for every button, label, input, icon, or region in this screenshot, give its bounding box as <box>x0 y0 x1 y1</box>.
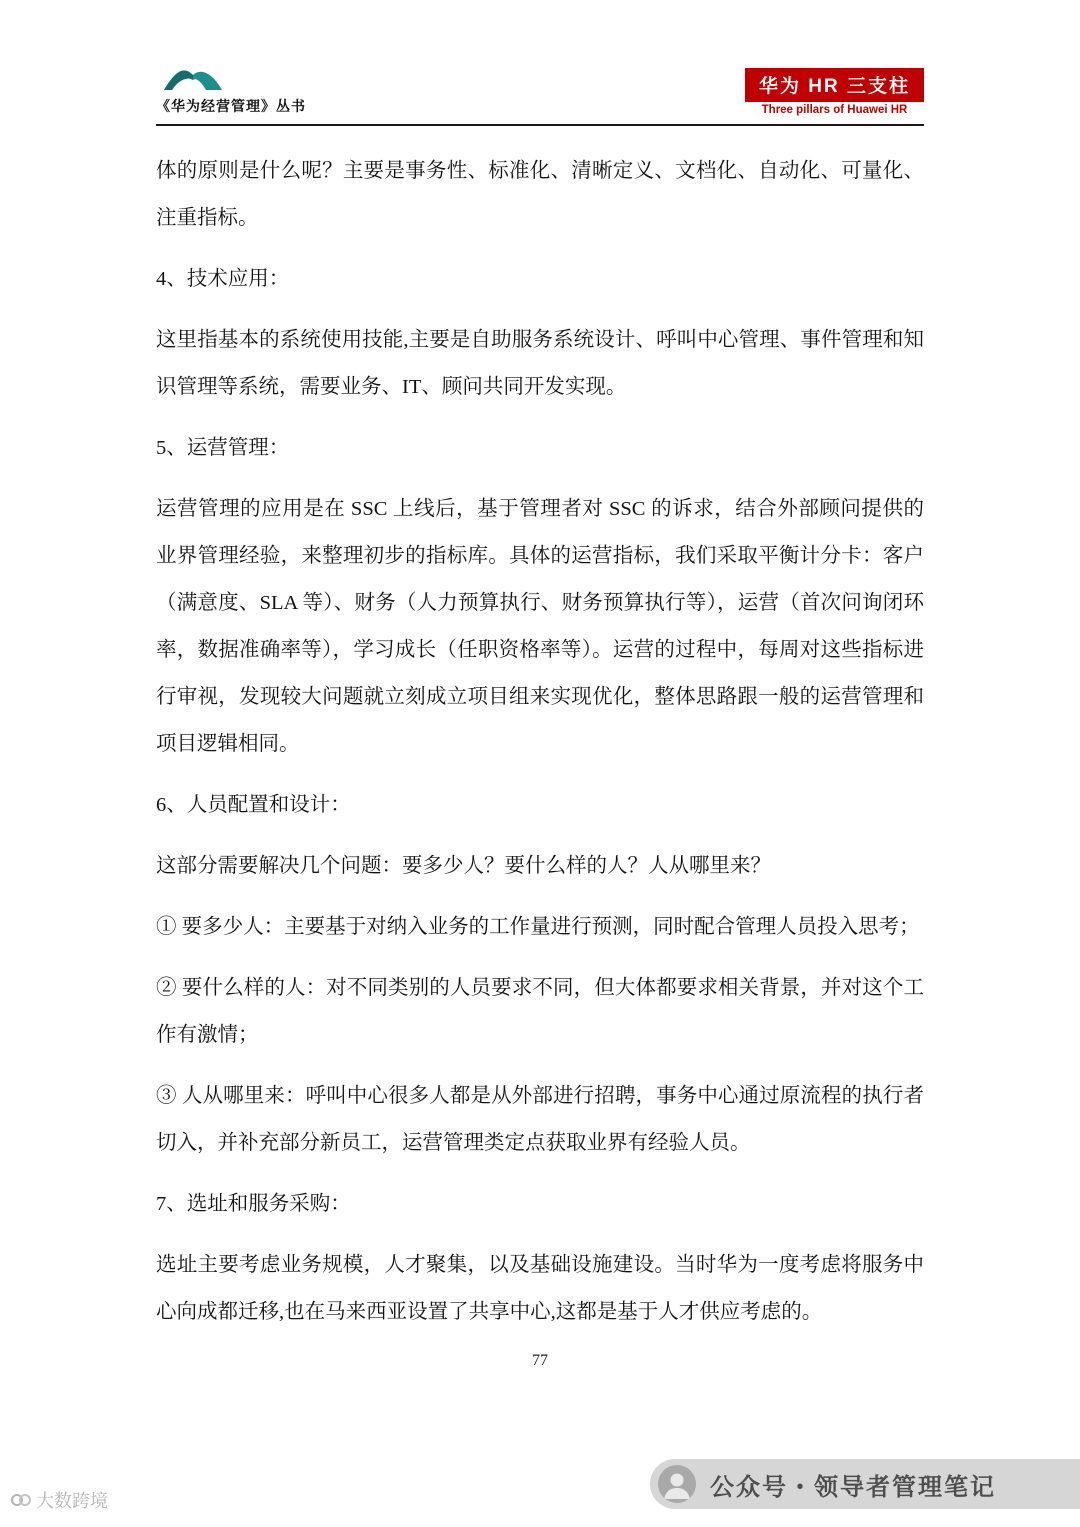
section-heading: 4、技术应用： <box>156 268 290 290</box>
content-column <box>156 0 924 1370</box>
paragraph: 运营管理的应用是在 SSC 上线后，基于管理者对 SSC 的诉求，结合外部顾问提供的业界管理经验，来整理初步的指标库。具体的运营指标，我们采取平衡计分卡：客户（满意度、SLA 等）、财务（人力预算执行、财务预算执行等），运营（首次问询闭环率，数据准确率等），学习成长（任职资格率等）。运营的过程中，每周对这些指标进行审视，发现较大问题就立刻成立项目组来实现优化，整体思路跟一般的运营管理和项目逻辑相同。 <box>156 498 924 755</box>
list-item: ① 要多少人：主要基于对纳入业务的工作量进行预测，同时配合管理人员投入思考； <box>156 916 920 938</box>
publisher-logo-icon <box>162 66 224 92</box>
hr-pillars-badge: 华为 HR 三支柱 <box>745 68 924 102</box>
section-heading: 7、选址和服务采购： <box>156 1193 351 1215</box>
header-badge-group <box>745 68 924 116</box>
section-heading: 5、运营管理： <box>156 437 290 459</box>
wechat-account-label: 公众号・领导者管理笔记 <box>710 1473 996 1501</box>
watermark-text: 大数跨境 <box>36 1491 108 1511</box>
watermark-logo-icon <box>10 1489 32 1511</box>
section-heading: 6、人员配置和设计： <box>156 794 351 816</box>
wechat-account-banner <box>650 1459 1080 1509</box>
watermark <box>10 1487 108 1513</box>
series-label: 《华为经营管理》丛书 <box>156 98 306 114</box>
paragraph: 体的原则是什么呢？主要是事务性、标准化、清晰定义、文档化、自动化、可量化、注重指标。 <box>156 160 924 229</box>
hr-pillars-badge-subtitle: Three pillars of Huawei HR <box>761 104 908 116</box>
publisher-brand <box>156 66 306 116</box>
paragraph: 这里指基本的系统使用技能,主要是自助服务系统设计、呼叫中心管理、事件管理和知识管理等系统，需要业务、IT、顾问共同开发实现。 <box>156 329 924 398</box>
paragraph: 选址主要考虑业务规模，人才聚集，以及基础设施建设。当时华为一度考虑将服务中心向成都迁移,也在马来西亚设置了共享中心,这都是基于人才供应考虑的。 <box>156 1254 924 1323</box>
list-item: ③ 人从哪里来：呼叫中心很多人都是从外部进行招聘，事务中心通过原流程的执行者切入，并补充部分新员工，运营管理类定点获取业界有经验人员。 <box>156 1085 924 1154</box>
paragraph: 这部分需要解决几个问题：要多少人？要什么样的人？人从哪里来？ <box>156 855 771 877</box>
page-body <box>156 148 924 1336</box>
page-number: 77 <box>532 1352 548 1369</box>
list-item: ② 要什么样的人：对不同类别的人员要求不同，但大体都要求相关背景，并对这个工作有激情； <box>156 977 924 1046</box>
page-header <box>156 66 924 126</box>
wechat-avatar-icon <box>658 1465 696 1503</box>
